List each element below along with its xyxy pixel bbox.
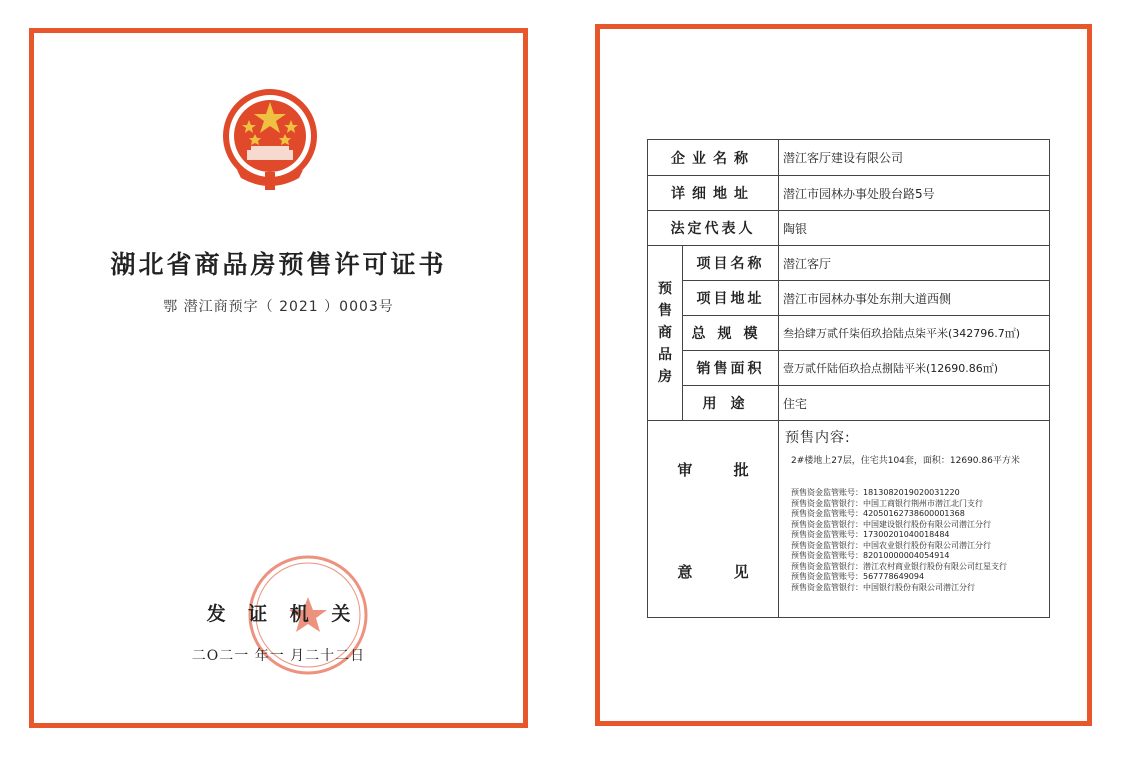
- legal-rep-label: 法定代表人: [648, 211, 779, 246]
- certificate-cover-page: [29, 28, 528, 728]
- list-item: 预售资金监管银行：中国银行股份有限公司潜江分行: [791, 582, 975, 592]
- table-row: [648, 421, 1050, 618]
- approval-label-top: 审 批: [677, 461, 749, 479]
- list-item: 预售资金监管账号：1813082019020031220: [791, 488, 960, 497]
- certificate-detail-page: [595, 24, 1092, 726]
- usage-value: 住宅: [779, 386, 1050, 421]
- total-scale-label: 总规模: [683, 316, 779, 351]
- list-item: 预售资金监管银行：中国农业银行股份有限公司潜江分行: [791, 540, 991, 550]
- table-row: [648, 246, 1050, 281]
- list-item: 预售资金监管账号：82010000004054914: [791, 551, 950, 560]
- project-name-label: 项目名称: [683, 246, 779, 281]
- address-label: 详细地址: [648, 176, 779, 211]
- table-row: [648, 351, 1050, 386]
- table-row: [648, 176, 1050, 211]
- certificate-title: 湖北省商品房预售许可证书: [110, 250, 447, 279]
- list-item: 预售资金监管银行：中国建设银行股份有限公司潜江分行: [791, 519, 991, 529]
- project-name-value: 潜江客厅: [779, 246, 1050, 281]
- national-emblem-icon: [215, 88, 325, 194]
- list-item: 预售资金监管账号：17300201040018484: [791, 530, 950, 539]
- approval-opinion-label: [648, 421, 779, 618]
- certificate-number: 鄂 潜江商预字（ 2021 ）0003号: [163, 299, 394, 315]
- table-row: [648, 281, 1050, 316]
- company-name-label: 企业名称: [648, 140, 779, 176]
- list-item: 预售资金监管银行：潜江农村商业银行股份有限公司红星支行: [791, 561, 1007, 571]
- approval-label-bottom: 意 见: [677, 563, 749, 581]
- table-row: [648, 316, 1050, 351]
- list-item: 预售资金监管账号：42050162738600001368: [791, 509, 965, 518]
- presale-content-text: 2#楼地上27层，住宅共104套，面积：12690.86平方米: [791, 456, 1020, 466]
- table-row: [648, 140, 1050, 176]
- sales-area-label: 销售面积: [683, 351, 779, 386]
- fund-supervision-list: [791, 488, 1047, 593]
- issuing-authority-label: 发 证 机 关: [206, 603, 351, 625]
- company-name-value: 潜江客厅建设有限公司: [779, 140, 1050, 176]
- presale-housing-side-label: 预 售 商 品 房: [648, 246, 683, 421]
- approval-opinion-content: [779, 421, 1050, 618]
- table-row: [648, 211, 1050, 246]
- project-address-value: 潜江市园林办事处东荆大道西侧: [779, 281, 1050, 316]
- legal-rep-value: 陶银: [779, 211, 1050, 246]
- total-scale-value: 叁拾肆万贰仟柒佰玖拾陆点柒平米(342796.7㎡): [779, 316, 1050, 351]
- presale-content-heading: 预售内容:: [785, 430, 851, 446]
- project-address-label: 项目地址: [683, 281, 779, 316]
- sales-area-value: 壹万贰仟陆佰玖拾点捌陆平米(12690.86㎡): [779, 351, 1050, 386]
- address-value: 潜江市园林办事处股台路5号: [779, 176, 1050, 211]
- list-item: 预售资金监管银行：中国工商银行荆州市潜江北门支行: [791, 498, 983, 508]
- list-item: 预售资金监管账号：567778649094: [791, 572, 925, 581]
- issue-date: 二O二一 年一 月二十二日: [191, 648, 366, 664]
- table-row: [648, 386, 1050, 421]
- usage-label: 用途: [683, 386, 779, 421]
- certificate-info-table: [647, 139, 1050, 618]
